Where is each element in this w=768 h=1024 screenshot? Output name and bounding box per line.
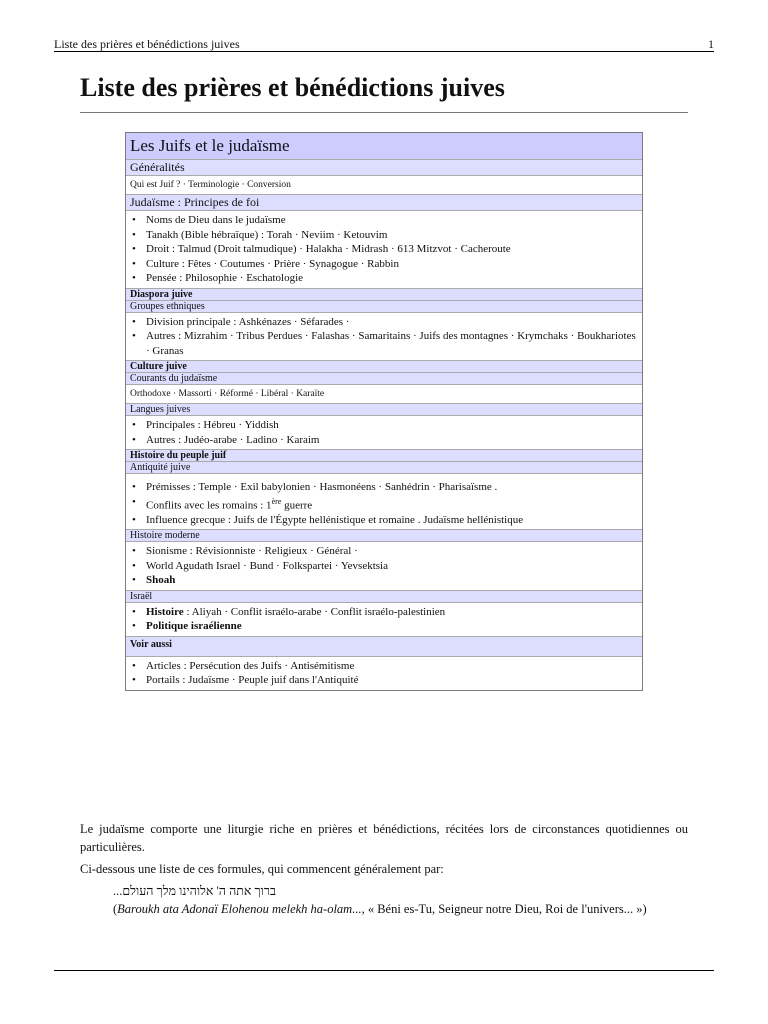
generalites-line[interactable]: Qui est Juif ? · Terminologie · Conversion [130,180,291,190]
running-head-title: Liste des prières et bénédictions juives [54,37,240,51]
hebrew-text: ברוך אתה ה' אלוהינו מלך העולם... [113,884,277,898]
conflits-sup: ère [271,496,282,506]
voir-list [126,657,642,690]
group-voir-aussi: Voir aussi [126,637,642,657]
page-title: Liste des prières et bénédictions juives [80,73,505,102]
politique-link[interactable]: Politique israélienne [146,620,242,633]
list-item[interactable]: • Principales : Hébreu · Yiddish [130,418,638,433]
group-antiquite: Antiquité juive [126,462,642,474]
list-item[interactable] [130,605,638,620]
antiquite-list [126,474,642,530]
list-item[interactable]: • Droit : Talmud (Droit talmudique) · Halakha · Midrash · 613 Mitzvot · Cacheroute [130,242,638,257]
histoire-rest[interactable]: : Aliyah · Conflit israélo-arabe · Conflit israélo-palestinien [183,605,446,618]
navbox-header: Les Juifs et le judaïsme [126,133,642,160]
courants-links [126,385,642,404]
list-item[interactable]: • Pensée : Philosophie · Eschatologie [130,271,638,286]
group-principes: Judaïsme : Principes de foi [126,195,642,211]
footer-rule [54,970,714,971]
list-item[interactable]: • Prémisses : Temple · Exil babylonien · Hasmonéens · Sanhédrin · Pharisaïsme . [130,480,638,495]
generalites-links [126,176,642,195]
formula-translation: (Baroukh ata Adonaï Elohenou melekh ha-olam..., « Béni es-Tu, Seigneur notre Dieu, Roi de l'univers... ») [113,902,647,916]
body-text [80,820,688,918]
israel-list [126,603,642,637]
group-moderne: Histoire moderne [126,530,642,542]
paragraph-2: Ci-dessous une liste de ces formules, qui commencent généralement par: [80,862,444,876]
conflits-prefix[interactable]: Conflits avec les romains : 1 [146,499,272,512]
group-courants: Courants du judaïsme [126,373,642,385]
courants-line[interactable]: Orthodoxe · Massorti · Réformé · Libéral · Karaïte [130,389,325,399]
list-item[interactable] [130,573,638,588]
translation: , « Béni es-Tu, Seigneur notre Dieu, Roi de l'univers... ») [361,902,647,916]
navbox [125,132,643,691]
list-item[interactable]: • Noms de Dieu dans le judaïsme [130,213,638,228]
transliteration: Baroukh ata Adonaï Elohenou melekh ha-olam... [117,902,362,916]
histoire-link[interactable]: Histoire [146,605,184,618]
title-rule [80,112,688,113]
running-head [54,34,714,52]
list-item[interactable]: • Sionisme : Révisionniste · Religieux · Général · [130,544,638,559]
list-item[interactable]: • World Agudath Israel · Bund · Folkspartei · Yevsektsia [130,559,638,574]
groupes-list [126,313,642,362]
group-israel: Israël [126,591,642,603]
paragraph-1: Le judaïsme comporte une liturgie riche en prières et bénédictions, récitées lors de circonstances quotidiennes ou particulières. [80,822,688,854]
list-item[interactable]: • Influence grecque : Juifs de l'Égypte hellénistique et romaine . Judaïsme hellénistique [130,513,638,528]
list-item[interactable]: • Autres : Mizrahim · Tribus Perdues · Falashas · Samaritains · Juifs des montagnes · Krymchaks · Boukhariotes · Granas [130,329,638,358]
header-rule [54,51,714,52]
conflits-suffix[interactable]: guerre [281,499,313,512]
list-item[interactable] [130,495,638,513]
list-item[interactable]: • Tanakh (Bible hébraïque) : Torah · Neviim · Ketouvim [130,228,638,243]
list-item[interactable] [130,619,638,634]
formula-hebrew [113,882,688,900]
list-item[interactable]: • Portails : Judaïsme · Peuple juif dans l'Antiquité [130,673,638,688]
langues-list [126,416,642,450]
group-groupes-ethniques: Groupes ethniques [126,301,642,313]
list-item[interactable]: • Autres : Judéo-arabe · Ladino · Karaim [130,433,638,448]
shoah-link[interactable]: Shoah [146,574,176,587]
group-langues: Langues juives [126,404,642,416]
list-item[interactable]: • Division principale : Ashkénazes · Séfarades · [130,315,638,330]
moderne-list [126,542,642,591]
list-item[interactable]: • Culture : Fêtes · Coutumes · Prière · Synagogue · Rabbin [130,257,638,272]
group-histoire: Histoire du peuple juif [126,450,642,462]
page-number: 1 [708,37,714,51]
group-diaspora: Diaspora juive [126,289,642,301]
principes-list [126,211,642,289]
group-generalites: Généralités [126,160,642,176]
group-culture: Culture juive [126,361,642,373]
list-item[interactable]: • Articles : Persécution des Juifs · Antisémitisme [130,659,638,674]
